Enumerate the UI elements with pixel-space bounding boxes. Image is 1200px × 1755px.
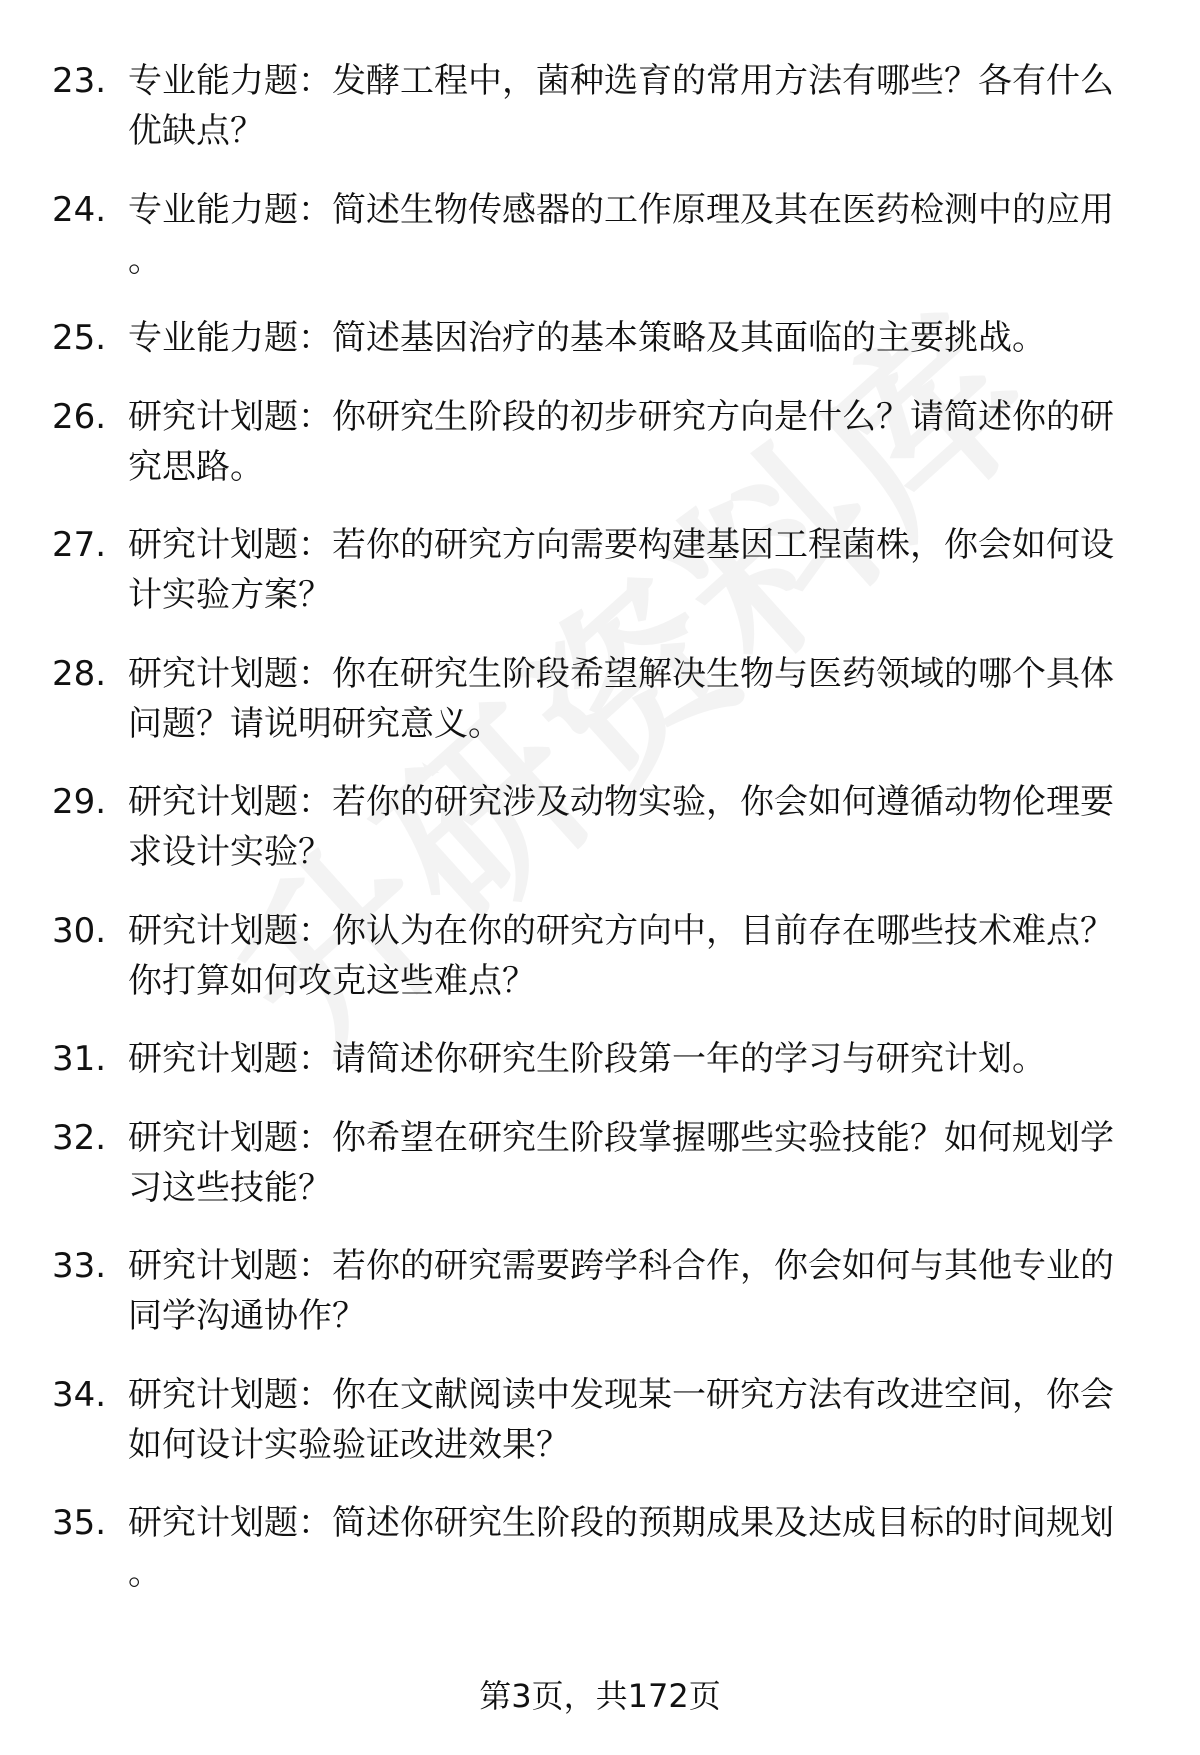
question-text: 研究计划题：你在研究生阶段希望解决生物与医药领域的哪个具体问题？请说明研究意义。 xyxy=(128,653,1114,744)
question-item-23 xyxy=(52,56,1142,156)
question-text: 研究计划题：若你的研究方向需要构建基因工程菌株，你会如何设计实验方案？ xyxy=(128,525,1114,615)
question-text: 研究计划题：你希望在研究生阶段掌握哪些实验技能？如何规划学习这些技能？ xyxy=(128,1117,1114,1208)
question-number: 25. xyxy=(52,318,107,358)
question-number: 29. xyxy=(52,782,107,822)
question-text: 研究计划题：若你的研究涉及动物实验，你会如何遵循动物伦理要求设计实验？ xyxy=(128,782,1114,872)
question-number: 33. xyxy=(52,1246,107,1286)
question-text: 研究计划题：你研究生阶段的初步研究方向是什么？请简述你的研究思路。 xyxy=(128,396,1114,487)
question-item-35 xyxy=(52,1498,1142,1598)
page-number-label: 第3页，共172页 xyxy=(479,1677,721,1715)
question-text: 研究计划题：若你的研究需要跨学科合作，你会如何与其他专业的同学沟通协作？ xyxy=(128,1246,1114,1336)
question-text: 专业能力题：发酵工程中，菌种选育的常用方法有哪些？各有什么优缺点？ xyxy=(128,61,1114,151)
page-footer xyxy=(0,1672,1200,1720)
question-number: 28. xyxy=(52,653,107,694)
question-number: 24. xyxy=(52,189,107,230)
question-item-32 xyxy=(52,1113,1142,1213)
question-text: 专业能力题：简述基因治疗的基本策略及其面临的主要挑战。 xyxy=(128,318,1046,358)
question-number: 32. xyxy=(52,1117,107,1158)
question-item-24 xyxy=(52,185,1142,285)
question-item-33 xyxy=(52,1241,1142,1341)
question-item-28 xyxy=(52,649,1142,749)
question-item-26 xyxy=(52,392,1142,492)
question-text: 研究计划题：请简述你研究生阶段第一年的学习与研究计划。 xyxy=(128,1039,1046,1079)
question-item-25 xyxy=(52,313,1142,363)
question-number: 35. xyxy=(52,1503,107,1543)
question-number: 27. xyxy=(52,525,107,565)
question-item-34 xyxy=(52,1370,1142,1470)
question-item-31 xyxy=(52,1034,1142,1084)
question-item-27 xyxy=(52,520,1142,620)
question-text: 研究计划题：你认为在你的研究方向中，目前存在哪些技术难点？你打算如何攻克这些难点？ xyxy=(128,910,1114,1001)
question-text: 专业能力题：简述生物传感器的工作原理及其在医药检测中的应用。 xyxy=(128,189,1114,280)
question-item-29 xyxy=(52,777,1142,877)
question-number: 31. xyxy=(52,1039,107,1079)
question-text: 研究计划题：简述你研究生阶段的预期成果及达成目标的时间规划。 xyxy=(128,1503,1114,1593)
question-item-30 xyxy=(52,906,1142,1006)
question-number: 23. xyxy=(52,61,107,101)
question-number: 34. xyxy=(52,1374,107,1415)
question-number: 30. xyxy=(52,910,107,951)
question-number: 26. xyxy=(52,396,107,437)
question-text: 研究计划题：你在文献阅读中发现某一研究方法有改进空间，你会如何设计实验验证改进效果？ xyxy=(128,1374,1114,1465)
question-list xyxy=(52,56,1142,1598)
